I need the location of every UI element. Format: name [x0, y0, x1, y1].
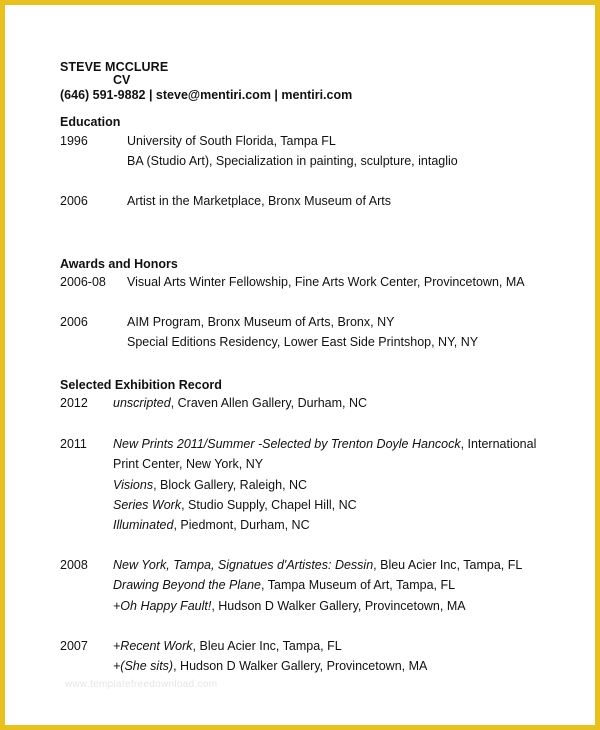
exhibition-title: Visions — [113, 477, 154, 492]
exhibitions-heading: Selected Exhibition Record — [60, 378, 222, 392]
exhibition-title: +Oh Happy Fault! — [113, 598, 212, 613]
exhibition-title: New Prints 2011/Summer -Selected by Trenton Doyle Hancock — [113, 437, 461, 451]
exhibition-venue: , Studio Supply, Chapel Hill, NC — [181, 497, 357, 512]
entry-year: 2011 — [60, 437, 87, 451]
exhibition-item — [113, 656, 553, 676]
award-entry — [60, 312, 575, 353]
entry-year: 2006-08 — [60, 275, 106, 289]
entry-line: Visual Arts Winter Fellowship, Fine Arts Work Center, Provincetown, MA — [127, 275, 525, 289]
exhibition-title: +(She sits) — [113, 659, 174, 674]
exhibition-item — [113, 434, 553, 475]
education-entry — [60, 131, 575, 172]
exhibition-entry — [60, 636, 575, 677]
entry-line: Special Editions Residency, Lower East Side Printshop, NY, NY — [127, 335, 479, 350]
exhibition-item — [113, 393, 553, 413]
entry-line: University of South Florida, Tampa FL — [127, 134, 336, 148]
entry-year: 2006 — [60, 315, 88, 329]
exhibition-title: New York, Tampa, Signatues d'Artistes: Dessin — [113, 558, 374, 572]
watermark-text: www.templatefreedownload.com — [65, 679, 218, 690]
education-heading: Education — [60, 115, 121, 129]
award-entry — [60, 272, 575, 292]
awards-heading: Awards and Honors — [60, 257, 178, 271]
resume-header — [60, 60, 352, 103]
exhibition-venue: , Block Gallery, Raleigh, NC — [153, 477, 308, 492]
person-name: STEVE MCCLURE — [60, 60, 169, 74]
exhibition-entry — [60, 434, 575, 535]
exhibition-venue: , Bleu Acier Inc, Tampa, FL — [192, 639, 342, 653]
exhibition-item — [113, 515, 553, 535]
entry-year: 1996 — [60, 134, 88, 148]
contact-line: (646) 591-9882 | steve@mentiri.com | mentiri.com — [60, 88, 353, 102]
entry-line: BA (Studio Art), Specialization in painting, sculpture, intaglio — [127, 154, 458, 169]
exhibition-item — [113, 555, 553, 575]
entry-year: 2012 — [60, 396, 88, 410]
entry-line: Artist in the Marketplace, Bronx Museum of Arts — [127, 194, 391, 208]
exhibition-item — [113, 495, 553, 515]
exhibition-title: Illuminated — [113, 518, 174, 533]
exhibition-venue: , Piedmont, Durham, NC — [173, 518, 310, 533]
exhibition-venue: , Hudson D Walker Gallery, Provincetown, MA — [211, 598, 466, 613]
entry-line: AIM Program, Bronx Museum of Arts, Bronx, NY — [127, 315, 395, 329]
entry-year: 2006 — [60, 194, 88, 208]
exhibition-title: +Recent Work — [113, 639, 193, 653]
exhibition-item — [113, 475, 553, 495]
exhibition-title: Series Work — [113, 497, 182, 512]
exhibition-venue: , International Print Center, New York, NY — [113, 437, 537, 472]
exhibition-title: unscripted — [113, 396, 171, 410]
exhibition-item — [113, 575, 553, 595]
exhibition-venue: , Tampa Museum of Art, Tampa, FL — [261, 578, 456, 593]
entry-year: 2008 — [60, 558, 88, 572]
exhibition-title: Drawing Beyond the Plane — [113, 578, 262, 593]
exhibition-entry — [60, 393, 575, 413]
exhibition-venue: , Bleu Acier Inc, Tampa, FL — [373, 558, 523, 572]
resume-page — [5, 5, 595, 725]
entry-year: 2007 — [60, 639, 88, 653]
exhibition-venue: , Craven Allen Gallery, Durham, NC — [170, 396, 368, 410]
cv-label: CV — [113, 73, 131, 87]
exhibition-entry — [60, 555, 575, 616]
education-entry — [60, 191, 575, 211]
exhibition-venue: , Hudson D Walker Gallery, Provincetown, MA — [173, 659, 428, 674]
exhibition-item — [113, 636, 553, 656]
exhibition-item — [113, 596, 553, 616]
